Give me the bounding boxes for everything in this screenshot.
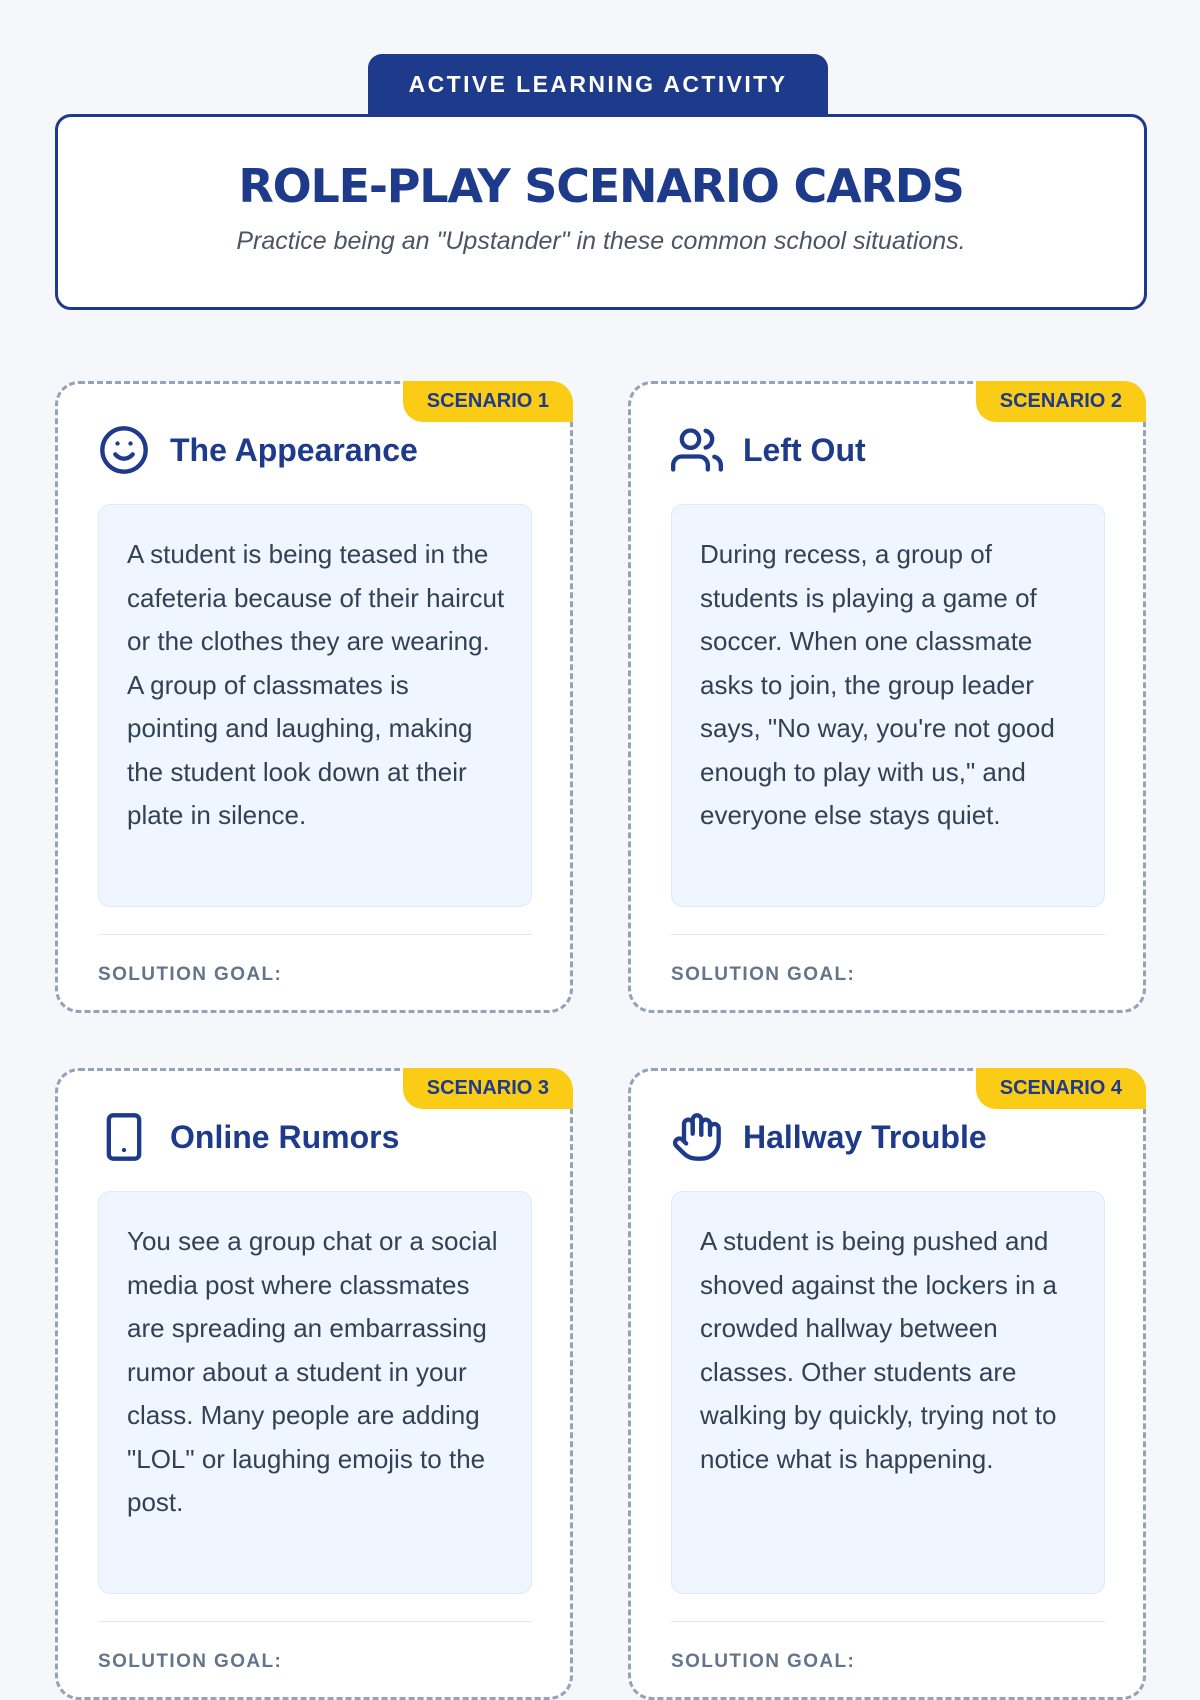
divider	[671, 934, 1105, 935]
scenario-description-box	[671, 1191, 1105, 1594]
scenario-badge: SCENARIO 4	[976, 1068, 1146, 1109]
solution-goal-label: SOLUTION GOAL:	[671, 1651, 856, 1672]
title-box	[55, 114, 1147, 310]
scenario-card	[55, 381, 573, 1013]
scenario-card	[55, 1068, 573, 1700]
scenario-description-box	[671, 504, 1105, 907]
smile-icon	[98, 424, 150, 476]
scenario-description-box	[98, 504, 532, 907]
card-title: Online Rumors	[170, 1118, 400, 1155]
card-header	[671, 1111, 987, 1163]
card-header	[671, 424, 866, 476]
activity-tab-label: ACTIVE LEARNING ACTIVITY	[368, 54, 828, 114]
scenario-badge: SCENARIO 1	[403, 381, 573, 422]
page-title: ROLE-PLAY SCENARIO CARDS	[238, 159, 964, 213]
smartphone-icon	[98, 1111, 150, 1163]
scenario-badge: SCENARIO 2	[976, 381, 1146, 422]
divider	[98, 1621, 532, 1622]
divider	[671, 1621, 1105, 1622]
scenario-description: A student is being pushed and shoved against the lockers in a crowded hallway between classes. Other students are walking by quickly, trying not to notice what is happening.	[700, 1226, 1057, 1474]
card-header	[98, 424, 418, 476]
solution-goal-label: SOLUTION GOAL:	[98, 1651, 283, 1672]
divider	[98, 934, 532, 935]
scenario-description: During recess, a group of students is playing a game of soccer. When one classmate asks to join, the group leader says, "No way, you're not good enough to play with us," and everyone else stays quiet.	[700, 539, 1055, 830]
scenario-description: You see a group chat or a social media post where classmates are spreading an embarrassing rumor about a student in your class. Many people are adding "LOL" or laughing emojis to the post.	[127, 1226, 498, 1517]
solution-goal-label: SOLUTION GOAL:	[671, 964, 856, 985]
card-title: Left Out	[743, 431, 866, 468]
hand-icon	[671, 1111, 723, 1163]
scenario-card	[628, 1068, 1146, 1700]
scenario-description-box	[98, 1191, 532, 1594]
users-icon	[671, 424, 723, 476]
card-header	[98, 1111, 399, 1163]
scenario-card	[628, 381, 1146, 1013]
card-title: Hallway Trouble	[743, 1118, 987, 1155]
page-subtitle: Practice being an "Upstander" in these common school situations.	[236, 227, 966, 255]
card-title: The Appearance	[170, 431, 418, 468]
scenario-description: A student is being teased in the cafeteria because of their haircut or the clothes they are wearing. A group of classmates is pointing and laughing, making the student look down at their plate in silence.	[127, 539, 505, 830]
scenario-badge: SCENARIO 3	[403, 1068, 573, 1109]
solution-goal-label: SOLUTION GOAL:	[98, 964, 283, 985]
